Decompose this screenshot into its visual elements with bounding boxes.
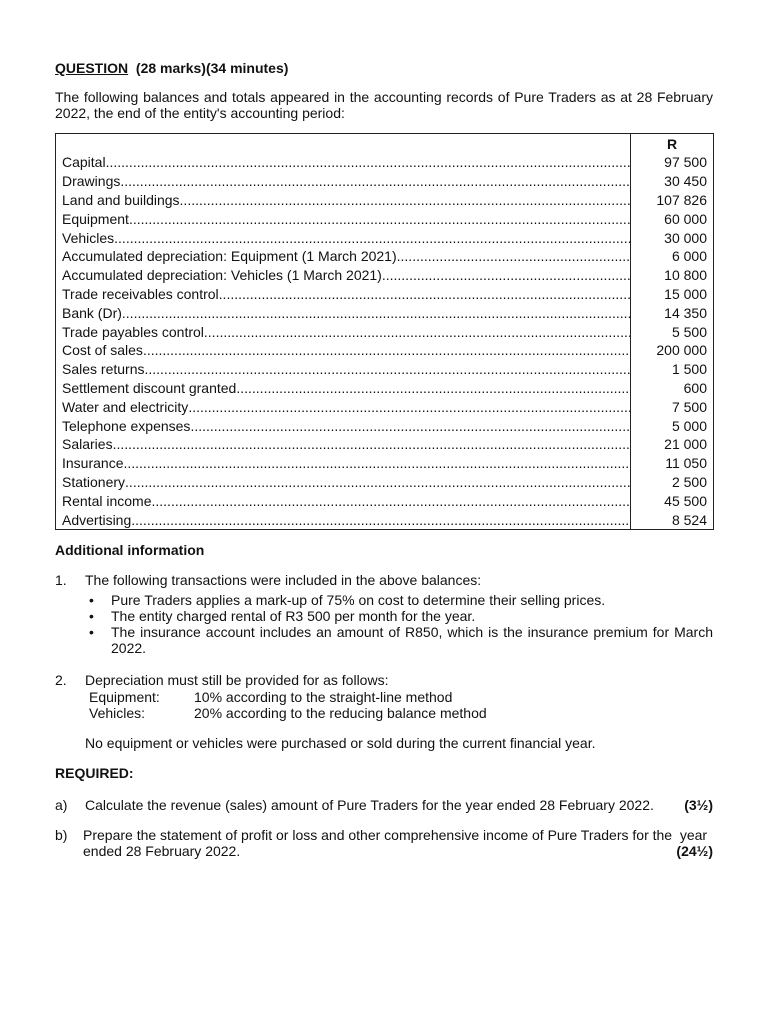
account-cell xyxy=(56,491,631,510)
account-cell xyxy=(56,172,631,191)
amount-cell: 45 500 xyxy=(664,492,707,509)
dot-leader xyxy=(143,342,630,358)
account-name: Land and buildings xyxy=(62,191,180,208)
dot-leader xyxy=(188,399,630,415)
additional-info-heading: Additional information xyxy=(55,542,205,558)
part-b-text-cont: ended 28 February 2022. xyxy=(83,843,241,859)
table-row xyxy=(56,266,713,285)
amount-cell: 5 000 xyxy=(671,417,707,434)
account-cell xyxy=(56,285,631,304)
dot-leader xyxy=(190,418,630,434)
amount-cell: 21 000 xyxy=(664,436,707,453)
account-cell xyxy=(56,247,631,266)
table-row xyxy=(56,435,713,454)
account-cell xyxy=(56,341,631,360)
account-name: Cost of sales xyxy=(62,342,143,359)
dot-leader xyxy=(131,512,630,528)
part-b-label: b) xyxy=(55,827,68,843)
account-cell xyxy=(56,435,631,454)
item-number: 1. xyxy=(55,572,67,588)
table-header xyxy=(56,134,713,153)
dot-leader xyxy=(180,192,630,208)
amount-cell: 600 xyxy=(683,379,707,396)
table-row xyxy=(56,341,713,360)
account-cell xyxy=(56,473,631,492)
account-name: Capital xyxy=(62,154,106,171)
amount-cell: 8 524 xyxy=(671,511,707,528)
table-row xyxy=(56,379,713,398)
amount-cell: 107 826 xyxy=(656,191,707,208)
account-name: Salaries xyxy=(62,436,113,453)
account-name: Advertising xyxy=(62,511,132,528)
account-name: Vehicles xyxy=(62,229,115,246)
amount-cell: 60 000 xyxy=(664,210,707,227)
account-name: Water and electricity xyxy=(62,398,189,415)
table-row xyxy=(56,303,713,322)
dot-leader xyxy=(122,305,630,321)
list-item: • Pure Traders applies a mark-up of 75% on cost to determine their selling prices. xyxy=(89,592,713,608)
table-row xyxy=(56,454,713,473)
dot-leader xyxy=(113,436,630,452)
account-name: Stationery xyxy=(62,473,126,490)
item1-text: The following transactions were included in the above balances: xyxy=(85,572,482,588)
account-name: Bank (Dr) xyxy=(62,304,122,321)
account-cell xyxy=(56,379,631,398)
intro-paragraph: The following balances and totals appeared in the accounting records of Pure Traders as at 28 February 2022, the end of the entity's accounting period: xyxy=(55,89,713,121)
dot-leader xyxy=(114,230,630,246)
table-row xyxy=(56,322,713,341)
question-heading xyxy=(55,60,288,76)
required-heading: REQUIRED: xyxy=(55,765,134,781)
dot-leader xyxy=(397,248,630,264)
list-item: • The entity charged rental of R3 500 per month for the year. xyxy=(89,608,713,624)
table-row xyxy=(56,360,713,379)
table-row xyxy=(56,247,713,266)
table-row xyxy=(56,473,713,492)
amount-cell: 5 500 xyxy=(671,323,707,340)
part-a-marks: (3½) xyxy=(684,797,713,813)
account-cell xyxy=(56,510,631,529)
table-row xyxy=(56,510,713,529)
question-label: QUESTION xyxy=(55,60,129,76)
part-a-text: Calculate the revenue (sales) amount of Pure Traders for the year ended 28 February 2022. xyxy=(85,797,654,813)
account-cell xyxy=(56,191,631,210)
amount-cell: 6 000 xyxy=(671,248,707,265)
dot-leader xyxy=(236,380,630,396)
account-name: Equipment xyxy=(62,210,129,227)
amount-cell: 2 500 xyxy=(671,473,707,490)
account-name: Drawings xyxy=(62,173,121,190)
dot-leader xyxy=(382,267,630,283)
dot-leader xyxy=(152,493,631,509)
table-row xyxy=(56,416,713,435)
currency-header: R xyxy=(666,135,678,152)
account-cell xyxy=(56,454,631,473)
part-a-label: a) xyxy=(55,797,68,813)
amount-cell: 15 000 xyxy=(664,285,707,302)
part-b-marks: (24½) xyxy=(676,843,713,859)
account-cell xyxy=(56,153,631,172)
amount-cell: 97 500 xyxy=(664,154,707,171)
question-marks: (28 marks)(34 minutes) xyxy=(135,60,289,76)
dot-leader xyxy=(106,154,630,170)
account-name: Trade payables control xyxy=(62,323,204,340)
account-cell xyxy=(56,322,631,341)
amount-cell: 30 450 xyxy=(664,173,707,190)
dot-leader xyxy=(219,286,630,302)
dot-leader xyxy=(204,324,630,340)
dot-leader xyxy=(123,455,630,471)
dot-leader xyxy=(120,173,630,189)
amount-cell: 7 500 xyxy=(671,398,707,415)
table-row xyxy=(56,228,713,247)
table-row xyxy=(56,172,713,191)
amount-cell: 11 050 xyxy=(665,455,707,472)
table-row xyxy=(56,153,713,172)
balances-table xyxy=(55,133,714,530)
depreciation-method: 10% according to the straight-line method xyxy=(194,689,453,705)
account-name: Trade receivables control xyxy=(62,285,219,302)
amount-cell: 200 000 xyxy=(656,342,707,359)
dot-leader xyxy=(129,211,630,227)
account-cell xyxy=(56,209,631,228)
item2-text: Depreciation must still be provided for as follows: xyxy=(85,672,389,688)
item-number: 2. xyxy=(55,672,67,688)
amount-cell: 10 800 xyxy=(664,267,707,284)
account-cell xyxy=(56,397,631,416)
table-row xyxy=(56,285,713,304)
table-row xyxy=(56,397,713,416)
account-cell xyxy=(56,228,631,247)
amount-cell: 1 500 xyxy=(671,361,707,378)
table-row xyxy=(56,209,713,228)
part-b-text: Prepare the statement of profit or loss and other comprehensive income of Pure Traders for the year xyxy=(83,827,708,843)
account-name: Rental income xyxy=(62,492,152,509)
amount-cell: 14 350 xyxy=(664,304,707,321)
list-item: • The insurance account includes an amount of R850, which is the insurance premium for March 2022. xyxy=(89,624,713,656)
account-name: Settlement discount granted xyxy=(62,379,237,396)
table-row xyxy=(56,491,713,510)
account-name: Accumulated depreciation: Equipment (1 March 2021) xyxy=(62,248,397,265)
table-row xyxy=(56,191,713,210)
account-cell xyxy=(56,416,631,435)
dot-leader xyxy=(144,361,630,377)
account-cell xyxy=(56,303,631,322)
dot-leader xyxy=(125,474,630,490)
account-name: Telephone expenses xyxy=(62,417,191,434)
depreciation-asset: Equipment: xyxy=(89,689,160,705)
bullet-list xyxy=(89,592,713,656)
depreciation-asset: Vehicles: xyxy=(89,705,146,721)
account-name: Sales returns xyxy=(62,361,145,378)
depreciation-method: 20% according to the reducing balance method xyxy=(194,705,487,721)
account-cell xyxy=(56,360,631,379)
account-name: Accumulated depreciation: Vehicles (1 March 2021) xyxy=(62,267,382,284)
amount-cell: 30 000 xyxy=(664,229,707,246)
item2-note: No equipment or vehicles were purchased or sold during the current financial year. xyxy=(85,735,596,751)
account-name: Insurance xyxy=(62,455,124,472)
account-cell xyxy=(56,266,631,285)
